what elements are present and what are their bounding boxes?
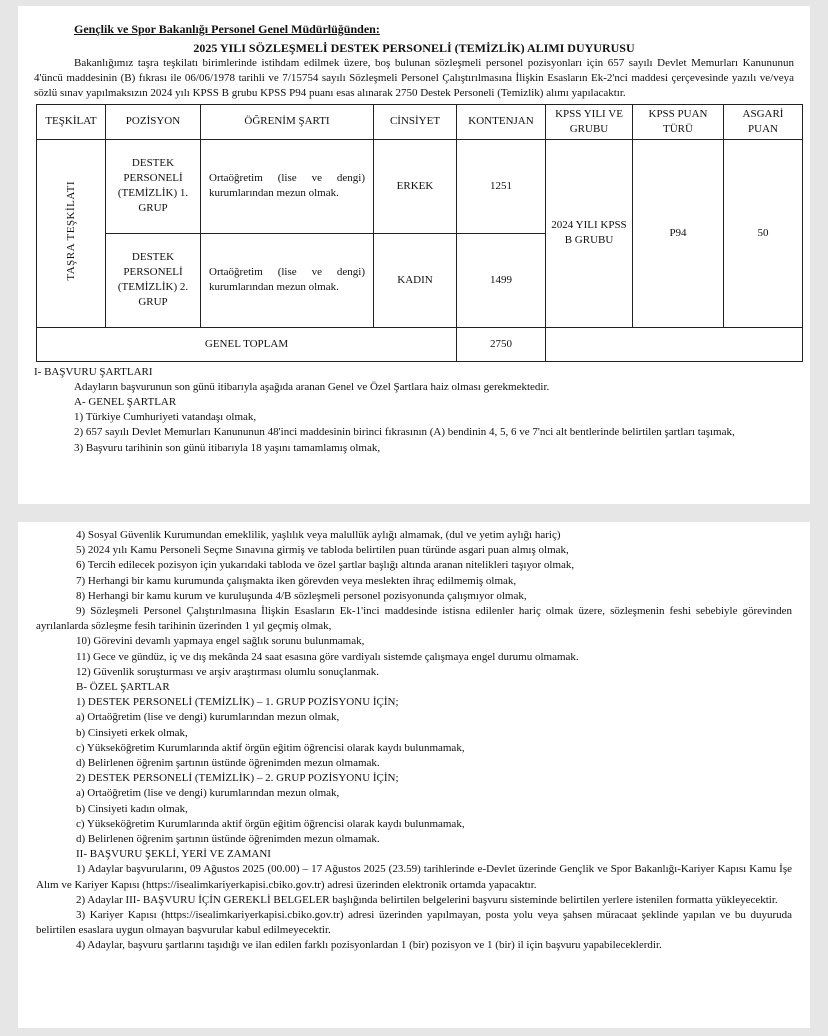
position-heading: 2) DESTEK PERSONELİ (TEMİZLİK) – 2. GRUP POZİSYONU İÇİN; bbox=[76, 772, 399, 785]
list-item: 1) Türkiye Cumhuriyeti vatandaşı olmak, bbox=[74, 411, 257, 424]
list-item: a) Ortaöğretim (lise ve dengi) kurumlarından mezun olmak, bbox=[76, 787, 340, 800]
document-page-1 bbox=[18, 6, 810, 504]
table-header-row bbox=[37, 104, 803, 139]
teskilat-cell bbox=[37, 139, 106, 327]
ogrenim-cell: Ortaöğretim (lise ve dengi) kurumlarından mezun olmak. bbox=[201, 233, 374, 327]
pozisyon-cell: DESTEK PERSONELİ (TEMİZLİK) 1. GRUP bbox=[106, 139, 201, 233]
teskilat-label: TAŞRA TEŞKİLATI bbox=[64, 180, 77, 281]
list-item: 10) Görevini devamlı yapmaya engel sağlık sorunu bulunmamak, bbox=[76, 635, 365, 648]
list-item: b) Cinsiyeti kadın olmak, bbox=[76, 802, 188, 815]
table-header: CİNSİYET bbox=[374, 104, 457, 139]
list-item: d) Belirlenen öğrenim şartının üstünde öğrenimden mezun olmamak. bbox=[76, 757, 380, 770]
list-item: 3) Başvuru tarihinin son günü itibarıyla 18 yaşını tamamlamış olmak, bbox=[74, 441, 381, 454]
ogrenim-cell: Ortaöğretim (lise ve dengi) kurumlarından mezun olmak. bbox=[201, 139, 374, 233]
intro-paragraph: Bakanlığımız taşra teşkilatı birimlerinde istihdam edilmek üzere, boş bulunan sözleşmeli personel pozisyonları için 657 sayılı Devlet Memurları Kanununun 4'üncü maddesinin (B) fıkrası ile 06/06/1978 tarihli ve 7/15754 sayılı Sözleşmeli Personel Çalıştırılmasına İlişkin Esasların Ek-2'nci maddesi çerçevesinde yazılı ve/veya sözlü sınav yapılmaksızın 2024 yılı KPSS B grubu KPSS P94 puanı esas alınarak 2750 Destek Personeli (Temizlik) alımı yapılacaktır. bbox=[34, 57, 794, 100]
list-item: 6) Tercih edilecek pozisyon için yukarıdaki tabloda ve özel şartlar başlığı altında aranan nitelikleri taşıyor olmak, bbox=[76, 559, 575, 572]
table-header: KPSS YILI VE GRUBU bbox=[546, 104, 633, 139]
list-item: 1) Adaylar başvurularını, 09 Ağustos 2025 (00.00) – 17 Ağustos 2025 (23.59) tarihlerinde e-Devlet üzerinde Gençlik ve Spor Bakanlığı-Kariyer Kapısı Kamu İşe Alım ve Kariyer Kapısı (https://isealimkariyerkapisi.cbiko.gov.tr) adresi üzerinden elektronik ortamda yapacaktır. bbox=[36, 863, 792, 891]
table-row bbox=[37, 139, 803, 233]
position-heading: 1) DESTEK PERSONELİ (TEMİZLİK) – 1. GRUP POZİSYONU İÇİN; bbox=[76, 696, 399, 709]
announcement-title: 2025 YILI SÖZLEŞMELİ DESTEK PERSONELİ (TEMİZLİK) ALIMI DUYURUSU bbox=[193, 41, 635, 55]
list-item: 2) 657 sayılı Devlet Memurları Kanununun 48'inci maddesinin birinci fıkrasının (A) bendinin 4, 5, 6 ve 7'nci alt bentlerinde belirtilen şartları taşımak, bbox=[74, 426, 735, 439]
list-item: 5) 2024 yılı Kamu Personeli Seçme Sınavına girmiş ve tabloda belirtilen puan türünde asgari puan almış olmak, bbox=[76, 544, 569, 557]
list-item: c) Yükseköğretim Kurumlarında aktif örgün eğitim öğrencisi olarak kaydı bulunmamak, bbox=[76, 817, 465, 830]
kpss-yili-cell: 2024 YILI KPSS B GRUBU bbox=[546, 139, 633, 327]
kontenjan-cell: 1499 bbox=[457, 233, 546, 327]
pozisyon-cell: DESTEK PERSONELİ (TEMİZLİK) 2. GRUP bbox=[106, 233, 201, 327]
list-item: 4) Sosyal Güvenlik Kurumundan emeklilik, yaşlılık veya malullük aylığı almamak, (dul ve yetim aylığı hariç) bbox=[76, 529, 561, 541]
list-item: 3) Kariyer Kapısı (https://isealimkariyerkapisi.cbiko.gov.tr) adresi üzerinden yapılmayan, posta yolu veya şahsen müracaat şeklinde yapılan ve bu duyuruda belirtilen esaslara uygun olmayan başvurular kabul edilmeyecektir. bbox=[36, 909, 792, 937]
asgari-puan-cell: 50 bbox=[724, 139, 803, 327]
list-item: 4) Adaylar, başvuru şartlarını taşıdığı ve ilan edilen farklı pozisyonlardan 1 (bir) pozisyon ve 1 (bir) il için başvuru yapabileceklerdir. bbox=[76, 939, 662, 952]
total-row bbox=[37, 327, 803, 361]
table-header: ÖĞRENİM ŞARTI bbox=[201, 104, 374, 139]
table-header: POZİSYON bbox=[106, 104, 201, 139]
list-item: 7) Herhangi bir kamu kurumunda çalışmakta iken görevden veya meslekten ihraç edilmemiş olmak, bbox=[76, 574, 517, 587]
list-item: b) Cinsiyeti erkek olmak, bbox=[76, 726, 188, 739]
list-item: c) Yükseköğretim Kurumlarında aktif örgün eğitim öğrencisi olarak kaydı bulunmamak, bbox=[76, 741, 465, 754]
table-header: KONTENJAN bbox=[457, 104, 546, 139]
subsection-heading: B- ÖZEL ŞARTLAR bbox=[76, 681, 170, 694]
total-empty-cell bbox=[546, 327, 803, 361]
body-line: Adayların başvurunun son günü itibarıyla aşağıda aranan Genel ve Özel Şartlara haiz olması gerekmektedir. bbox=[74, 380, 550, 393]
section-heading: I- BAŞVURU ŞARTLARI bbox=[34, 365, 153, 378]
list-item: 12) Güvenlik soruşturması ve arşiv araştırması olumlu sonuçlanmak. bbox=[76, 665, 380, 678]
subsection-heading: A- GENEL ŞARTLAR bbox=[74, 396, 177, 409]
table-header: ASGARİ PUAN bbox=[724, 104, 803, 139]
table-header: TEŞKİLAT bbox=[37, 104, 106, 139]
list-item: 2) Adaylar III- BAŞVURU İÇİN GEREKLİ BELGELER başlığında belirtilen belgelerini başvuru sisteminde belirtilen yerlere istenilen formatta yükleyecektir. bbox=[76, 893, 778, 906]
cinsiyet-cell: ERKEK bbox=[374, 139, 457, 233]
cinsiyet-cell: KADIN bbox=[374, 233, 457, 327]
total-label: GENEL TOPLAM bbox=[37, 327, 457, 361]
issuer-header: Gençlik ve Spor Bakanlığı Personel Genel Müdürlüğünden: bbox=[74, 22, 380, 36]
list-item: d) Belirlenen öğrenim şartının üstünde öğrenimden mezun olmamak. bbox=[76, 833, 380, 846]
table-header: KPSS PUAN TÜRÜ bbox=[633, 104, 724, 139]
list-item: a) Ortaöğretim (lise ve dengi) kurumlarından mezun olmak, bbox=[76, 711, 340, 724]
list-item: 9) Sözleşmeli Personel Çalıştırılmasına İlişkin Esasların Ek-1'inci maddesinde istisna edilenler hariç olmak üzere, sözleşmenin feshi sebebiyle görevinden ayrılanlarda sözleşme fesih tarihinin üzerinden 1 yıl geçmiş olmak, bbox=[36, 605, 792, 633]
list-item: 8) Herhangi bir kamu kurum ve kuruluşunda 4/B sözleşmeli personel pozisyonunda çalışmıyor olmak, bbox=[76, 589, 527, 602]
puan-turu-cell: P94 bbox=[633, 139, 724, 327]
document-page-2 bbox=[18, 522, 810, 1028]
positions-table bbox=[36, 104, 803, 362]
total-value: 2750 bbox=[457, 327, 546, 361]
kontenjan-cell: 1251 bbox=[457, 139, 546, 233]
list-item: 11) Gece ve gündüz, iç ve dış mekânda 24 saat esasına göre vardiyalı sistemde çalışmaya engel durumu olmamak. bbox=[76, 650, 579, 663]
section-heading: II- BAŞVURU ŞEKLİ, YERİ VE ZAMANI bbox=[76, 848, 271, 861]
